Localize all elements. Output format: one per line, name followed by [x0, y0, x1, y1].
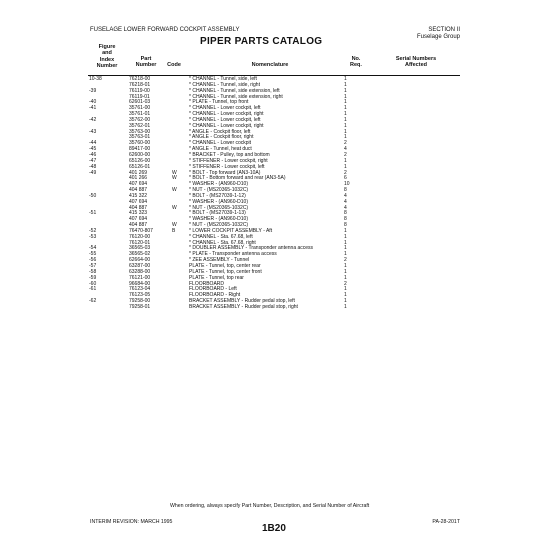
- cell-part-number: 89417-00: [129, 146, 151, 153]
- cell-nomenclature: * ANGLE - Cockpit floor, right: [189, 134, 254, 141]
- cell-nomenclature: PLATE - Tunnel, top, center rear: [189, 263, 261, 269]
- section-title: FUSELAGE LOWER FORWARD COCKPIT ASSEMBLY: [90, 27, 240, 33]
- col-header-qty: No. Req.: [350, 56, 362, 69]
- cell-quantity: 1: [344, 286, 347, 293]
- cell-nomenclature: * CHANNEL - Tunnel, side extension, right: [189, 93, 283, 100]
- cell-quantity: 1: [344, 99, 347, 106]
- cell-nomenclature: * PLATE - Tunnel, top front: [189, 99, 249, 106]
- cell-nomenclature: * CHANNEL - Lower cockpit, left: [189, 105, 261, 112]
- cell-nomenclature: * NUT - (MS20365-1032C): [189, 222, 249, 229]
- section-label: [360, 27, 460, 41]
- cell-figure-index: -44: [89, 140, 97, 147]
- cell-quantity: 1: [344, 105, 347, 112]
- catalog-title: PIPER PARTS CATALOG: [200, 36, 323, 47]
- cell-figure-index: -54: [89, 245, 97, 252]
- cell-part-number: 415 323: [129, 210, 148, 217]
- cell-quantity: 2: [344, 280, 347, 287]
- col-header-code: Code: [167, 62, 181, 68]
- cell-nomenclature: * STIFFENER - Lower cockpit, right: [189, 157, 268, 164]
- section-group: Fuselage Group: [416, 34, 460, 40]
- cell-quantity: 1: [344, 239, 347, 246]
- cell-nomenclature: BRACKET ASSEMBLY - Rudder pedal stop, left: [189, 298, 295, 305]
- cell-quantity: 2: [344, 257, 347, 264]
- cell-part-number: 407 694: [129, 181, 148, 188]
- cell-part-number: 35761-01: [129, 111, 151, 118]
- cell-quantity: 8: [344, 216, 347, 223]
- cell-quantity: 1: [344, 76, 347, 82]
- cell-code: B: [172, 227, 176, 234]
- cell-nomenclature: * LOWER COCKPIT ASSEMBLY - Aft: [189, 227, 273, 234]
- cell-nomenclature: * CHANNEL - Tunnel, side, right: [189, 81, 260, 88]
- cell-nomenclature: * CHANNEL - Tunnel, side extension, left: [189, 87, 280, 94]
- cell-quantity: 1: [344, 93, 347, 100]
- cell-nomenclature: BRACKET ASSEMBLY - Rudder pedal stop, right: [189, 303, 298, 310]
- cell-part-number: 401 266: [129, 175, 148, 182]
- col-header-nomenclature: Nomenclature: [251, 62, 289, 68]
- cell-nomenclature: * NUT - (MS20365-1032C): [189, 204, 249, 211]
- cell-quantity: 1: [344, 134, 347, 141]
- cell-part-number: 79258-00: [129, 298, 151, 305]
- cell-nomenclature: * CHANNEL - Sta. 67.68, left: [189, 233, 253, 240]
- cell-nomenclature: FLOORBOARD - Right: [189, 292, 241, 299]
- cell-quantity: 10: [344, 181, 350, 188]
- cell-part-number: 404 887: [129, 187, 148, 194]
- section-number: SECTION II: [428, 27, 460, 33]
- cell-part-number: 407 694: [129, 198, 148, 205]
- cell-quantity: 1: [344, 227, 347, 234]
- cell-part-number: 62600-00: [129, 151, 151, 158]
- cell-part-number: 76218-00: [129, 76, 151, 82]
- cell-quantity: 8: [344, 222, 347, 229]
- cell-part-number: 35762-00: [129, 116, 151, 123]
- cell-part-number: 36565-02: [129, 251, 151, 258]
- cell-quantity: 1: [344, 157, 347, 164]
- cell-quantity: 1: [344, 122, 347, 129]
- cell-quantity: 1: [344, 111, 347, 118]
- cell-nomenclature: * ZEE ASSEMBLY - Tunnel: [189, 257, 250, 264]
- cell-nomenclature: * ANGLE - Cockpit floor, left: [189, 128, 251, 135]
- cell-quantity: 1: [344, 298, 347, 305]
- cell-nomenclature: * DOUBLER ASSEMBLY - Transponder antenna access: [189, 245, 314, 252]
- col-header-part: Part Number: [135, 56, 157, 69]
- cell-figure-index: -61: [89, 286, 97, 293]
- cell-part-number: 62601-03: [129, 99, 151, 106]
- cell-quantity: 2: [344, 151, 347, 158]
- cell-quantity: 1: [344, 116, 347, 123]
- cell-figure-index: -52: [89, 227, 97, 234]
- cell-part-number: 76218-01: [129, 81, 151, 88]
- cell-nomenclature: * BOLT - (MS27039-1-12): [189, 192, 246, 199]
- cell-figure-index: -48: [89, 163, 97, 170]
- cell-quantity: 1: [344, 87, 347, 94]
- cell-figure-index: -51: [89, 210, 97, 217]
- cell-nomenclature: * BOLT - (MS27039-1-13): [189, 210, 246, 217]
- cell-quantity: 1: [344, 245, 347, 252]
- cell-nomenclature: PLATE - Tunnel, top, center front: [189, 268, 262, 275]
- col-header-serial: Serial Numbers Affected: [395, 56, 437, 69]
- cell-nomenclature: * CHANNEL - Sta. 67.68, right: [189, 239, 256, 246]
- cell-code: W: [172, 187, 177, 194]
- cell-figure-index: -55: [89, 251, 97, 258]
- cell-code: W: [172, 169, 177, 176]
- cell-part-number: 36565-03: [129, 245, 151, 252]
- cell-part-number: 35760-00: [129, 140, 151, 147]
- cell-nomenclature: * CHANNEL - Tunnel, side, left: [189, 76, 257, 82]
- cell-quantity: 1: [344, 292, 347, 299]
- cell-figure-index: -41: [89, 105, 97, 112]
- cell-nomenclature: * BOLT - Top forward (AN3-10A): [189, 169, 261, 176]
- cell-part-number: 63287-00: [129, 263, 151, 269]
- cell-part-number: 79258-01: [129, 303, 151, 310]
- cell-quantity: 1: [344, 251, 347, 258]
- model-label: PA-28-201T: [432, 519, 460, 525]
- cell-part-number: 404 887: [129, 204, 148, 211]
- col-header-figure: Figure and Index Number: [96, 44, 118, 69]
- cell-part-number: 76119-01: [129, 93, 150, 100]
- cell-part-number: 76120-01: [129, 239, 151, 246]
- cell-figure-index: -43: [89, 128, 97, 135]
- cell-figure-index: -56: [89, 257, 97, 264]
- cell-quantity: 4: [344, 204, 347, 211]
- cell-nomenclature: * WASHER - (AN960-D10): [189, 181, 248, 188]
- cell-figure-index: -57: [89, 263, 97, 269]
- cell-quantity: 1: [344, 263, 347, 269]
- cell-part-number: 415 322: [129, 192, 148, 199]
- cell-figure-index: -62: [89, 298, 97, 305]
- cell-figure-index: -59: [89, 274, 97, 281]
- cell-part-number: 35763-00: [129, 128, 151, 135]
- cell-figure-index: -50: [89, 192, 97, 199]
- cell-part-number: 65126-00: [129, 157, 151, 164]
- revision-label: INTERIM REVISION: MARCH 1995: [90, 519, 173, 525]
- cell-part-number: 63288-00: [129, 268, 151, 275]
- cell-quantity: 8: [344, 210, 347, 217]
- cell-nomenclature: PLATE - Tunnel, top rear: [189, 274, 244, 281]
- cell-nomenclature: * ANGLE - Tunnel, heat duct: [189, 146, 252, 153]
- cell-quantity: 1: [344, 163, 347, 170]
- cell-nomenclature: * CHANNEL - Lower cockpit, right: [189, 111, 264, 118]
- cell-nomenclature: * PLATE - Transponder antenna access: [189, 251, 277, 258]
- cell-part-number: 407 694: [129, 216, 148, 223]
- cell-figure-index: -60: [89, 280, 97, 287]
- cell-figure-index: 10-38: [89, 76, 102, 82]
- cell-quantity: 4: [344, 146, 347, 153]
- cell-quantity: 6: [344, 175, 347, 182]
- cell-part-number: 404 887: [129, 222, 148, 229]
- cell-nomenclature: * STIFFENER - Lower cockpit, left: [189, 163, 265, 170]
- cell-nomenclature: * WASHER - (AN960-D10): [189, 216, 248, 223]
- cell-figure-index: -47: [89, 157, 97, 164]
- cell-figure-index: -45: [89, 146, 97, 153]
- cell-part-number: 35762-01: [129, 122, 151, 129]
- cell-part-number: 65126-01: [129, 163, 151, 170]
- cell-quantity: 1: [344, 81, 347, 88]
- cell-figure-index: -49: [89, 169, 97, 176]
- cell-quantity: 2: [344, 169, 347, 176]
- ordering-note: When ordering, always specify Part Number, Description, and Serial Number of Aircraft: [170, 503, 370, 509]
- page-number: 1B20: [262, 523, 286, 534]
- cell-part-number: 76123-05: [129, 292, 151, 299]
- cell-quantity: 1: [344, 128, 347, 135]
- cell-part-number: 401 269: [129, 169, 148, 176]
- parts-table: [0, 77, 550, 311]
- cell-figure-index: -42: [89, 116, 97, 123]
- cell-quantity: 4: [344, 198, 347, 205]
- cell-part-number: 96684-00: [129, 280, 151, 287]
- cell-quantity: 1: [344, 268, 347, 275]
- cell-part-number: 76470-807: [129, 227, 153, 234]
- cell-nomenclature: * CHANNEL - Lower cockpit, right: [189, 122, 264, 129]
- cell-figure-index: -53: [89, 233, 97, 240]
- cell-part-number: 62664-00: [129, 257, 151, 264]
- cell-nomenclature: * CHANNEL - Lower cockpit, left: [189, 116, 261, 123]
- cell-quantity: 1: [344, 274, 347, 281]
- table-row: [0, 305, 550, 311]
- cell-figure-index: -39: [89, 87, 97, 94]
- cell-quantity: 8: [344, 187, 347, 194]
- cell-code: W: [172, 175, 177, 182]
- cell-nomenclature: FLOORBOARD - Left: [189, 286, 237, 293]
- cell-quantity: 4: [344, 192, 347, 199]
- cell-part-number: 76119-00: [129, 87, 150, 94]
- cell-figure-index: -58: [89, 268, 97, 275]
- cell-part-number: 35763-01: [129, 134, 151, 141]
- cell-quantity: 1: [344, 303, 347, 310]
- cell-nomenclature: * WASHER - (AN960-D10): [189, 198, 248, 205]
- cell-nomenclature: FLOORBOARD: [189, 280, 225, 287]
- cell-nomenclature: * BOLT - Bottom forward and rear (AN3-5A): [189, 175, 286, 182]
- cell-part-number: 76120-00: [129, 233, 151, 240]
- cell-quantity: 1: [344, 233, 347, 240]
- cell-nomenclature: * CHANNEL - Lower cockpit: [189, 140, 252, 147]
- cell-code: W: [172, 204, 177, 211]
- cell-part-number: 35761-00: [129, 105, 151, 112]
- cell-figure-index: -46: [89, 151, 97, 158]
- cell-figure-index: -40: [89, 99, 97, 106]
- cell-nomenclature: * BRACKET - Pulley, top and bottom: [189, 151, 270, 158]
- cell-nomenclature: * NUT - (MS20365-1032C): [189, 187, 249, 194]
- cell-part-number: 76123-04: [129, 286, 151, 293]
- cell-part-number: 76121-00: [129, 274, 151, 281]
- cell-quantity: 2: [344, 140, 347, 147]
- cell-code: W: [172, 222, 177, 229]
